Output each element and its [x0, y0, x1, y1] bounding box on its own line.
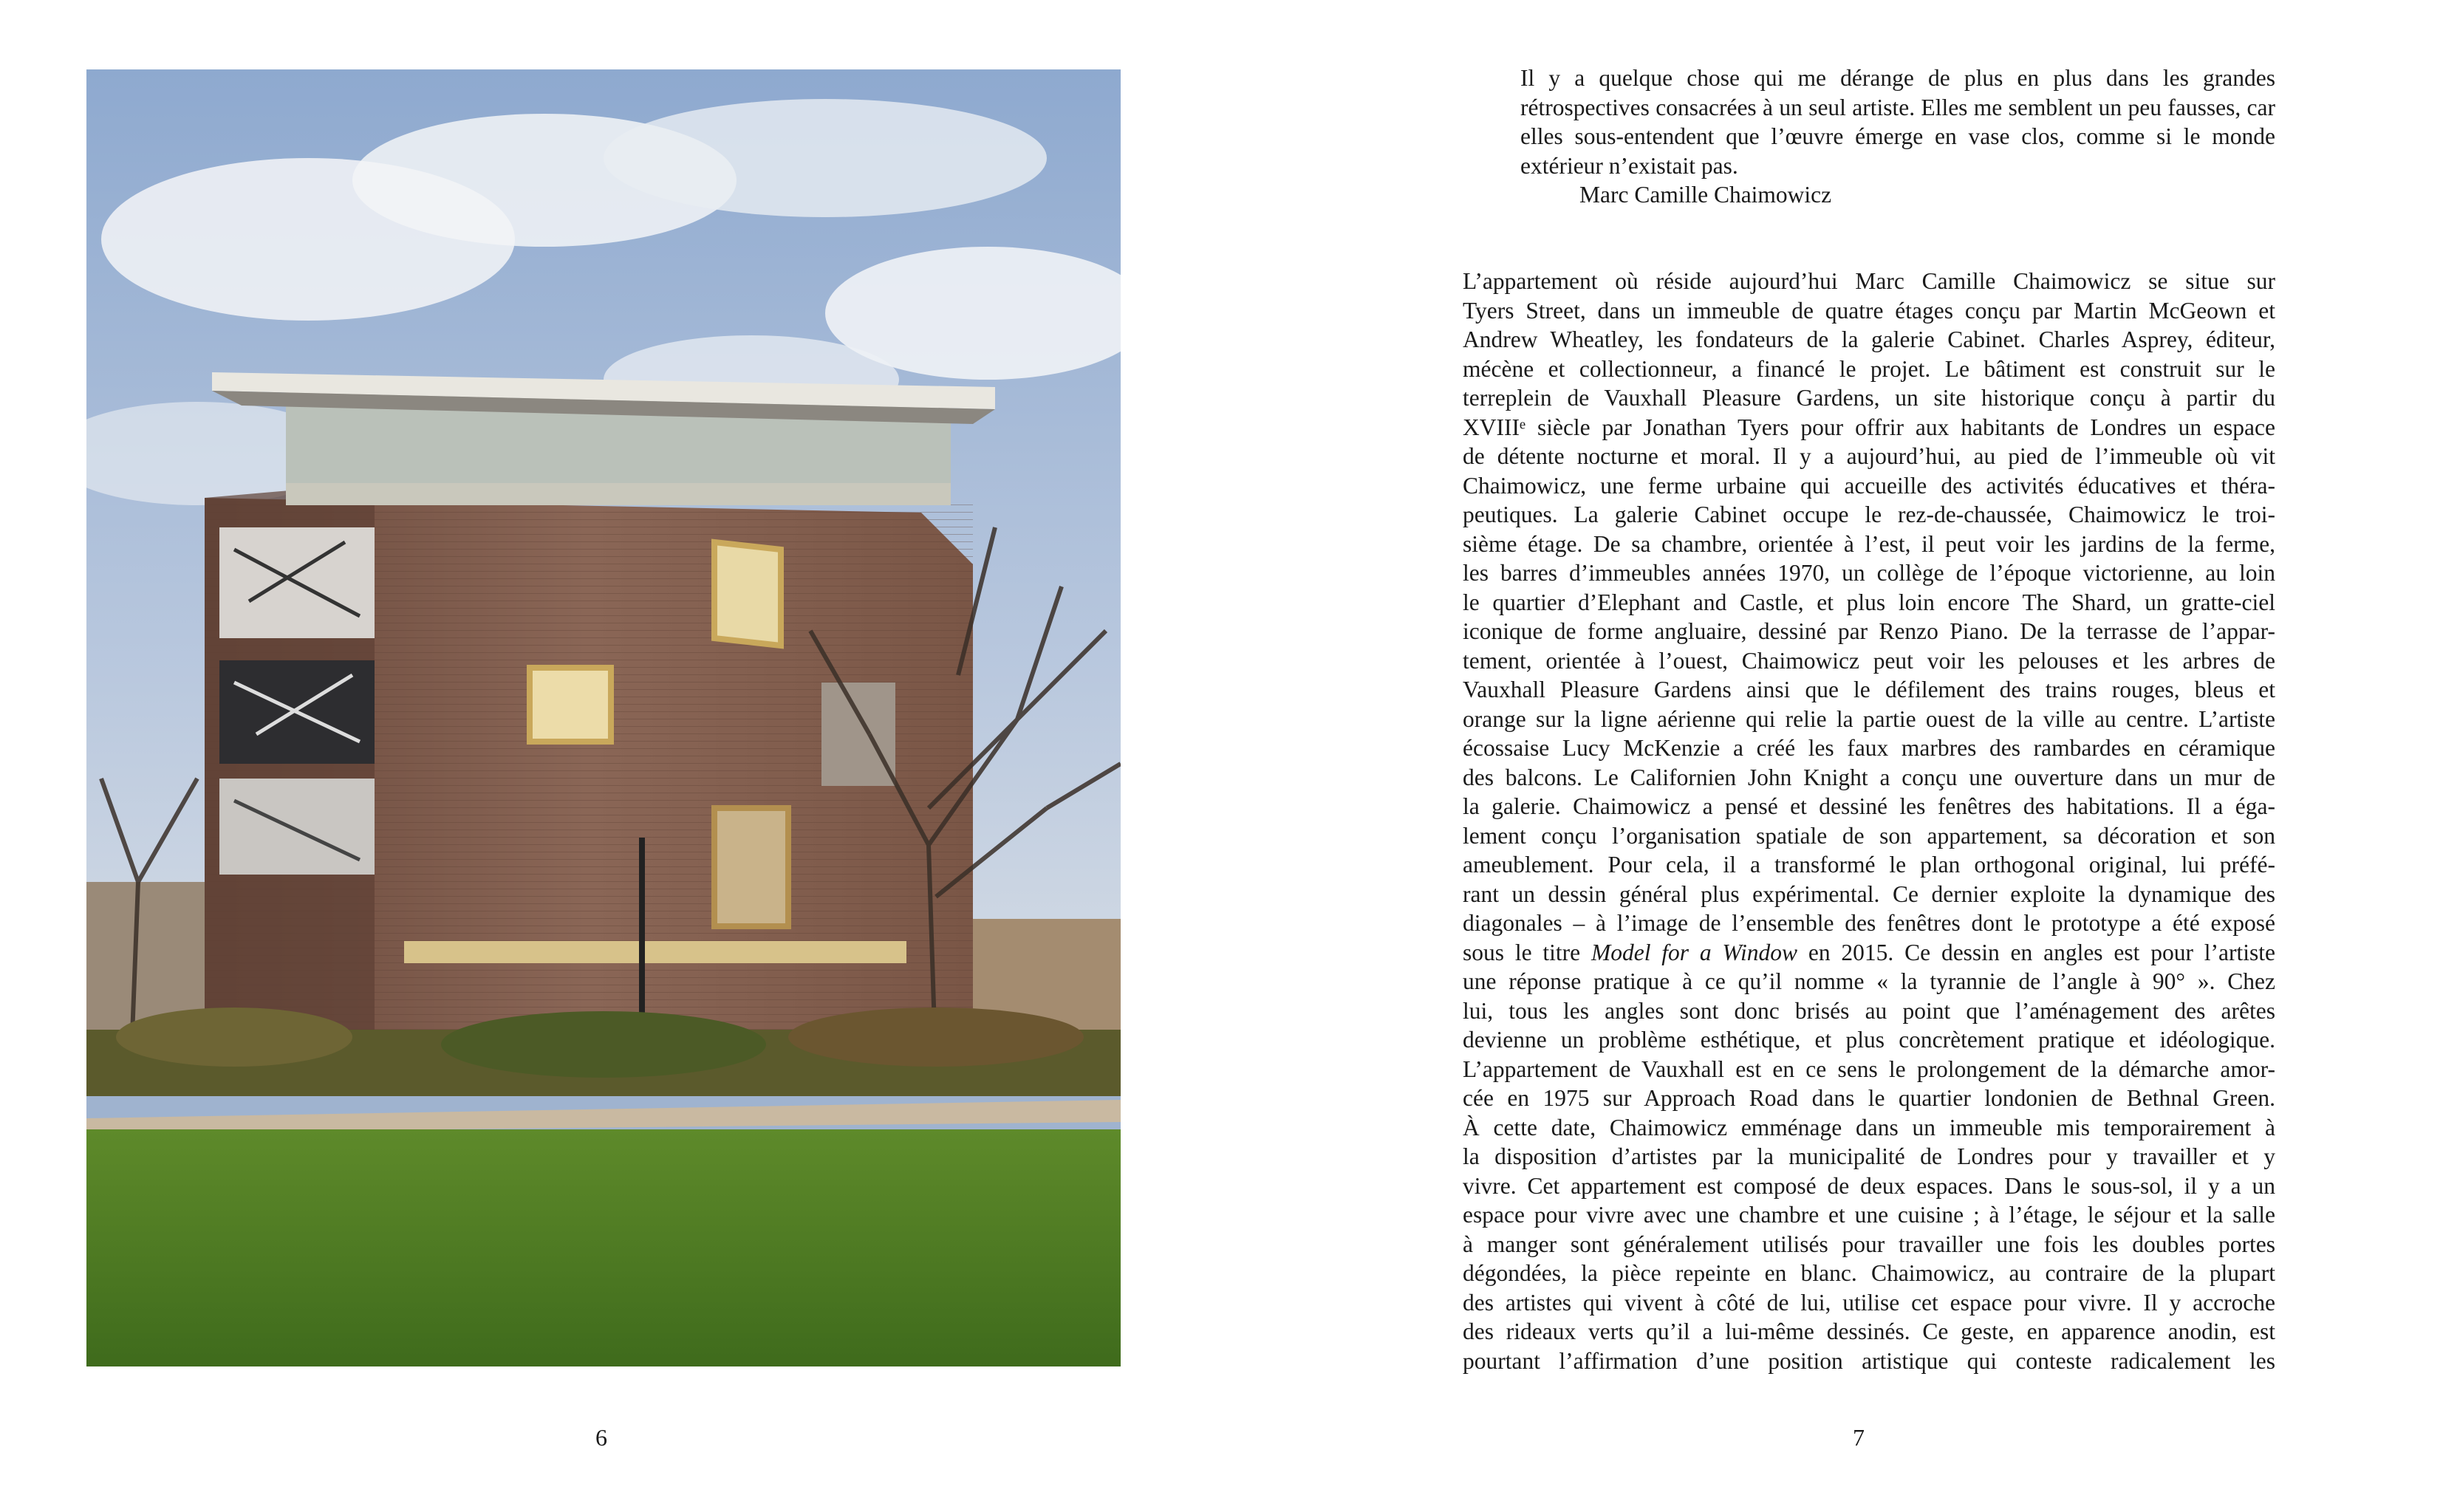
body-line: lement conçu l’organisation spatiale de son appartement, sa décoration et son — [1463, 822, 2275, 849]
body-line: la disposition d’artistes par la municipalité de Londres pour y travailler et y — [1463, 1143, 2275, 1169]
body-line: iconique de forme angluaire, dessiné par Renzo Piano. De la terrasse de l’appar- — [1463, 618, 2275, 644]
epigraph-quote: Il y a quelque chose qui me dérange de plus en plus dans les grandes rétrospectives consacrées à un seul artiste. Elles me semblent un peu fausses, car elles sous-entendent que l’œuvre émerge en vase clos, comme si le monde extérieur n’existait pas. — [1520, 65, 2275, 179]
building-photo-illustration — [86, 69, 1121, 1366]
body-line: à manger sont généralement utilisés pour travailler une fois les doubles portes — [1463, 1231, 2275, 1257]
body-line-with-title — [1463, 938, 2275, 968]
body-line-head: sous le titre — [1463, 939, 1581, 965]
body-line: devienne un problème esthétique, et plus concrètement pratique et idéologique. — [1463, 1027, 2275, 1053]
body-line: rant un dessin général plus expérimental. Ce dernier exploite la dynamique des — [1463, 880, 2275, 907]
epigraph — [1520, 64, 2275, 210]
body-line: mécène et collectionneur, a financé le projet. Le bâtiment est construit sur le — [1463, 355, 2275, 382]
body-line: écossaise Lucy McKenzie a créé les faux marbres des rambardes en céramique — [1463, 735, 2275, 761]
body-line: la galerie. Chaimowicz a pensé et dessiné les fenêtres des habitations. Il a éga- — [1463, 793, 2275, 819]
body-line: des balcons. Le Californien John Knight a conçu une ouverture dans un mur de — [1463, 764, 2275, 790]
body-line: À cette date, Chaimowicz emménage dans un immeuble mis temporairement à — [1463, 1114, 2275, 1140]
epigraph-author: Marc Camille Chaimowicz — [1579, 182, 1832, 208]
body-line: vivre. Cet appartement est composé de deux espaces. Dans le sous-sol, il y a un — [1463, 1172, 2275, 1199]
body-text — [1463, 267, 2275, 1375]
body-line: de détente nocturne et moral. Il y a aujourd’hui, au pied de l’immeuble où vit — [1463, 443, 2275, 469]
body-line: cée en 1975 sur Approach Road dans le quartier londonien de Bethnal Green. — [1463, 1085, 2275, 1111]
body-line: tement, orientée à l’ouest, Chaimowicz peut voir les pelouses et les arbres de — [1463, 647, 2275, 674]
body-line: L’appartement où réside aujourd’hui Marc Camille Chaimowicz se situe sur — [1463, 268, 2275, 294]
body-line: Andrew Wheatley, les fondateurs de la galerie Cabinet. Charles Asprey, éditeur, — [1463, 326, 2275, 352]
page-number-left: 6 — [595, 1424, 607, 1451]
body-line: Vauxhall Pleasure Gardens ainsi que le défilement des trains rouges, bleus et — [1463, 677, 2275, 702]
body-line: orange sur la ligne aérienne qui relie la partie ouest de la ville au centre. L’artiste — [1463, 705, 2275, 732]
body-line: lui, tous les angles sont donc brisés au point que l’aménagement des arêtes — [1463, 997, 2275, 1024]
artwork-title: Model for a Window — [1591, 939, 1797, 965]
body-line: pourtant l’affirmation d’une position artistique qui conteste radicalement les — [1463, 1347, 2275, 1374]
body-line: les barres d’immeubles années 1970, un collège de l’époque victorienne, au loin — [1463, 560, 2275, 586]
building-photograph — [86, 69, 1121, 1366]
body-line: peutiques. La galerie Cabinet occupe le rez-de-chaussée, Chaimowicz le troi- — [1463, 502, 2275, 527]
body-line-tail: en 2015. Ce dessin en angles est pour l’artiste — [1808, 939, 2276, 965]
body-line: une réponse pratique à ce qu’il nomme « la tyrannie de l’angle à 90° ». Chez — [1463, 968, 2275, 994]
body-line: Tyers Street, dans un immeuble de quatre étages conçu par Martin McGeown et — [1463, 297, 2275, 324]
body-line: des rideaux verts qu’il a lui-même dessinés. Ce geste, en apparence anodin, est — [1463, 1318, 2275, 1344]
body-line: Chaimowicz, une ferme urbaine qui accueille des activités éducatives et théra- — [1463, 472, 2275, 499]
body-line: diagonales – à l’image de l’ensemble des fenêtres dont le prototype a été exposé — [1463, 910, 2275, 936]
body-line: L’appartement de Vauxhall est en ce sens le prolongement de la démarche amor- — [1463, 1056, 2275, 1082]
body-line: XVIIIᵉ siècle par Jonathan Tyers pour offrir aux habitants de Londres un espace — [1463, 414, 2275, 440]
body-line: dégondées, la pièce repeinte en blanc. Chaimowicz, au contraire de la plupart — [1463, 1260, 2275, 1286]
body-line: ameublement. Pour cela, il a transformé le plan orthogonal original, lui préfé- — [1463, 852, 2275, 878]
body-line: le quartier d’Elephant and Castle, et plus loin encore The Shard, un gratte-ciel — [1463, 589, 2275, 615]
body-line: terreplein de Vauxhall Pleasure Gardens, un site historique conçu à partir du — [1463, 385, 2275, 411]
page-number-right: 7 — [1853, 1424, 1865, 1451]
body-line: sième étage. De sa chambre, orientée à l’est, il peut voir les jardins de la ferme, — [1463, 530, 2275, 557]
body-line: espace pour vivre avec une chambre et une cuisine ; à l’étage, le séjour et la salle — [1463, 1202, 2275, 1228]
body-line: des artistes qui vivent à côté de lui, utilise cet espace pour vivre. Il y accroche — [1463, 1289, 2275, 1316]
